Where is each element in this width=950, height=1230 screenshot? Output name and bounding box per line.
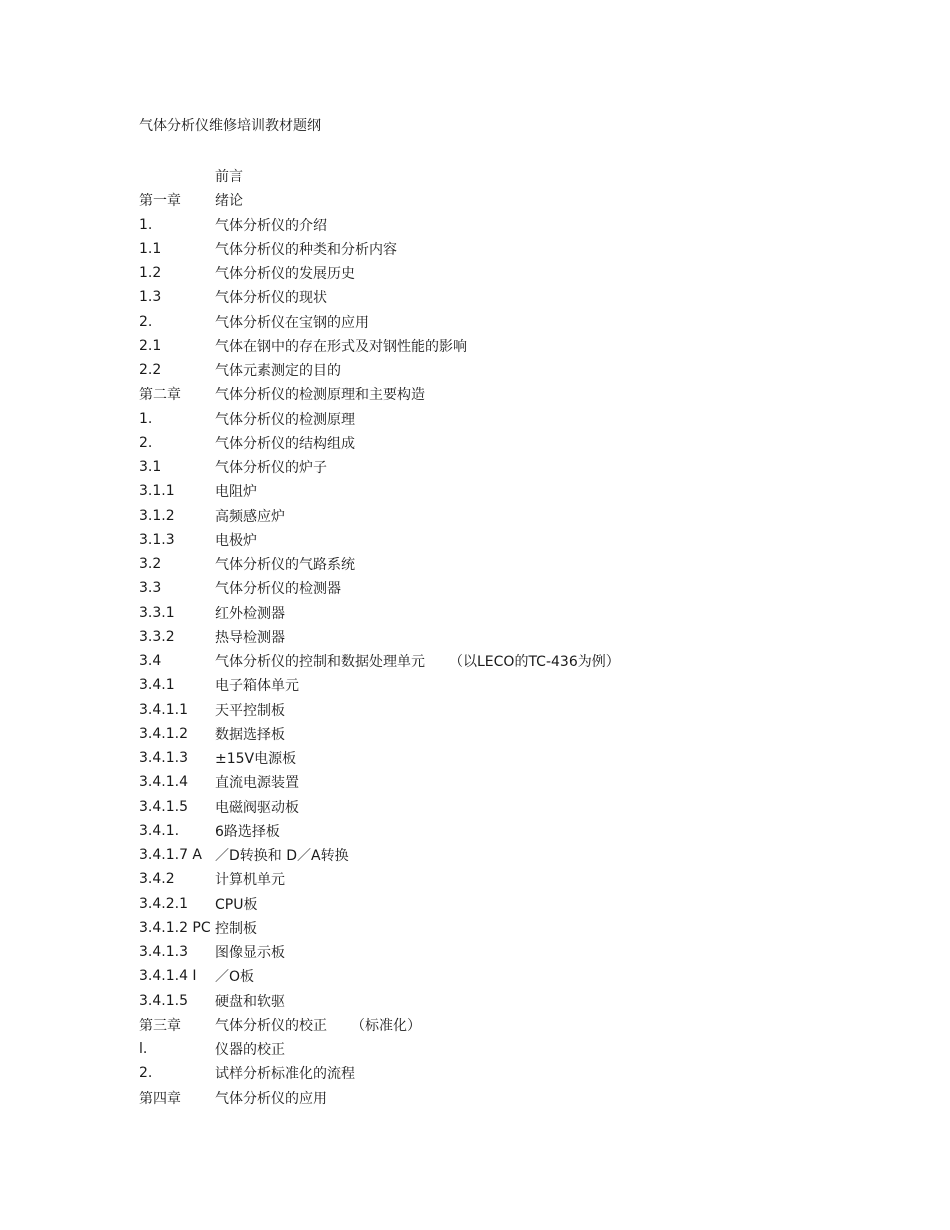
toc-entry bbox=[139, 261, 899, 285]
toc-entry-number: 3.4.1. bbox=[139, 822, 180, 839]
toc-entry bbox=[139, 431, 899, 455]
toc-entry-number: 1.3 bbox=[139, 289, 162, 306]
toc-entry-number: 3.4.1.2 bbox=[139, 725, 188, 742]
toc-entry-title: 气体元素测定的目的 bbox=[215, 363, 341, 380]
toc-entry-title: 控制板 bbox=[215, 920, 257, 937]
toc-entry-title: 气体分析仪的应用 bbox=[215, 1090, 327, 1107]
toc-entry bbox=[139, 576, 899, 600]
toc-entry-number: 3.4 bbox=[139, 653, 162, 670]
toc-entry-title: 高频感应炉 bbox=[215, 508, 285, 525]
toc-entry-title: 电阻炉 bbox=[215, 484, 257, 501]
toc-entry-title: 直流电源装置 bbox=[215, 775, 299, 792]
toc-entry-number: 第一章 bbox=[139, 193, 181, 210]
toc-entry-number: 1.1 bbox=[139, 240, 162, 257]
toc-entry bbox=[139, 625, 899, 649]
toc-entry-title: ／O板 bbox=[215, 969, 255, 986]
toc-entry bbox=[139, 1086, 899, 1110]
toc-entry-number: 1. bbox=[139, 216, 153, 233]
toc-entry-number: 2.2 bbox=[139, 362, 162, 379]
toc-entry-title: ±15V电源板 bbox=[215, 751, 297, 768]
toc-entry bbox=[139, 334, 899, 358]
toc-entry-number: 1. bbox=[139, 410, 153, 427]
toc-entry-title: 天平控制板 bbox=[215, 702, 285, 719]
toc-entry-number: 3.1 bbox=[139, 459, 162, 476]
toc-entry-title: 气体分析仪的炉子 bbox=[215, 460, 327, 477]
toc-entry bbox=[139, 188, 899, 212]
toc-entry-number: 3.4.1.5 bbox=[139, 992, 188, 1009]
toc-entry-number: 3.3.1 bbox=[139, 604, 175, 621]
document-title: 气体分析仪维修培训教材题纲 bbox=[139, 118, 321, 134]
toc-entry-title: 气体分析仪的检测原理 bbox=[215, 411, 355, 428]
toc-entry bbox=[139, 746, 899, 770]
toc-entry-number: 3.1.2 bbox=[139, 507, 175, 524]
toc-entry-number: 3.4.1.3 bbox=[139, 944, 188, 961]
toc-entry bbox=[139, 601, 899, 625]
toc-entry-number: 3.1.1 bbox=[139, 483, 175, 500]
toc-entry-title: 气体分析仪在宝钢的应用 bbox=[215, 314, 369, 331]
toc-entry-title: 气体分析仪的校正 bbox=[215, 1017, 327, 1034]
toc-entry bbox=[139, 310, 899, 334]
toc-entry-title: 气体分析仪的种类和分析内容 bbox=[215, 241, 397, 258]
toc-entry bbox=[139, 552, 899, 576]
toc-entry-title: 气体分析仪的气路系统 bbox=[215, 557, 355, 574]
toc-entry-number: 2. bbox=[139, 1065, 153, 1082]
toc-entry-number: 3.4.1.4 bbox=[139, 774, 188, 791]
toc-entry-title: 计算机单元 bbox=[215, 872, 285, 889]
toc-entry-number: 2. bbox=[139, 434, 153, 451]
toc-entry bbox=[139, 528, 899, 552]
toc-entry-title: 气体在钢中的存在形式及对钢性能的影响 bbox=[215, 338, 467, 355]
toc-entry bbox=[139, 940, 899, 964]
toc-entry bbox=[139, 164, 899, 188]
toc-entry bbox=[139, 407, 899, 431]
toc-entry-number: 3.4.1.3 bbox=[139, 750, 188, 767]
toc-entry bbox=[139, 916, 899, 940]
toc-entry-title: 气体分析仪的现状 bbox=[215, 290, 327, 307]
toc-entry-number: 3.1.3 bbox=[139, 531, 175, 548]
toc-entry bbox=[139, 1061, 899, 1085]
toc-entry bbox=[139, 1037, 899, 1061]
toc-entry-number: 3.4.1.1 bbox=[139, 701, 188, 718]
toc-entry-title: 热导检测器 bbox=[215, 629, 285, 646]
toc-entry bbox=[139, 455, 899, 479]
toc-entry bbox=[139, 770, 899, 794]
toc-entry-title: 数据选择板 bbox=[215, 726, 285, 743]
toc-entry bbox=[139, 213, 899, 237]
toc-entry bbox=[139, 722, 899, 746]
toc-entry-title: 电极炉 bbox=[215, 532, 257, 549]
toc-entry-number: 3.3.2 bbox=[139, 628, 175, 645]
toc-entry-title: 6路选择板 bbox=[215, 823, 280, 840]
toc-entry bbox=[139, 673, 899, 697]
toc-entry bbox=[139, 358, 899, 382]
toc-entry-title: 红外检测器 bbox=[215, 605, 285, 622]
toc-entry bbox=[139, 698, 899, 722]
toc-entry bbox=[139, 843, 899, 867]
toc-entry bbox=[139, 989, 899, 1013]
toc-entry-number: 第二章 bbox=[139, 387, 181, 404]
toc-entry-number: 3.4.1.5 bbox=[139, 798, 188, 815]
toc-entry-title: 绪论 bbox=[215, 193, 243, 210]
toc-entry-title: 图像显示板 bbox=[215, 945, 285, 962]
toc-entry-title: 电磁阀驱动板 bbox=[215, 799, 299, 816]
toc-entry bbox=[139, 504, 899, 528]
toc-entry-title: 电子箱体单元 bbox=[215, 678, 299, 695]
toc-entry-title: 前言 bbox=[215, 169, 243, 186]
toc-entry bbox=[139, 382, 899, 406]
toc-entry bbox=[139, 867, 899, 891]
toc-entry-number: 2.1 bbox=[139, 337, 162, 354]
toc-entry-number: 3.3 bbox=[139, 580, 162, 597]
toc-entry-number: 第三章 bbox=[139, 1017, 181, 1034]
toc-entry-number: 3.4.1.7 A bbox=[139, 847, 203, 864]
toc-entry bbox=[139, 795, 899, 819]
toc-entry-title: 气体分析仪的控制和数据处理单元 bbox=[215, 654, 425, 671]
toc-entry-number: 3.4.1 bbox=[139, 677, 175, 694]
toc-entry bbox=[139, 479, 899, 503]
toc-entry-note: （以LECO的TC-436为例） bbox=[449, 654, 620, 671]
toc-entry-note: （标准化） bbox=[351, 1017, 421, 1034]
toc-entry-title: 气体分析仪的结构组成 bbox=[215, 435, 355, 452]
toc-entry-number: 3.4.2.1 bbox=[139, 895, 188, 912]
toc-entry-number: l. bbox=[139, 1041, 148, 1058]
toc-entry bbox=[139, 1013, 899, 1037]
toc-entry-number: 2. bbox=[139, 313, 153, 330]
toc-entry bbox=[139, 964, 899, 988]
toc-entry-title: CPU板 bbox=[215, 896, 258, 913]
toc-entry-title: 硬盘和软驱 bbox=[215, 993, 285, 1010]
toc-entry-number: 3.4.1.4 I bbox=[139, 968, 197, 985]
toc-entry-title: 试样分析标准化的流程 bbox=[215, 1066, 355, 1083]
toc-entry-title: ／D转换和 D／A转换 bbox=[215, 848, 349, 865]
toc-entry-title: 气体分析仪的检测器 bbox=[215, 581, 341, 598]
toc-entry bbox=[139, 819, 899, 843]
toc-entry-title: 气体分析仪的介绍 bbox=[215, 217, 327, 234]
toc-entry bbox=[139, 237, 899, 261]
toc-entry-title: 气体分析仪的发展历史 bbox=[215, 266, 355, 283]
toc-entry bbox=[139, 649, 899, 673]
toc-entry bbox=[139, 285, 899, 309]
toc-entry-number: 3.2 bbox=[139, 556, 162, 573]
toc-entry-number: 3.4.2 bbox=[139, 871, 175, 888]
toc-entry-title: 气体分析仪的检测原理和主要构造 bbox=[215, 387, 425, 404]
toc-entry-number: 第四章 bbox=[139, 1090, 181, 1107]
table-of-contents bbox=[139, 164, 899, 1110]
toc-entry-number: 3.4.1.2 PC bbox=[139, 919, 211, 936]
toc-entry-number: 1.2 bbox=[139, 265, 162, 282]
toc-entry bbox=[139, 892, 899, 916]
toc-entry-title: 仪器的校正 bbox=[215, 1042, 285, 1059]
